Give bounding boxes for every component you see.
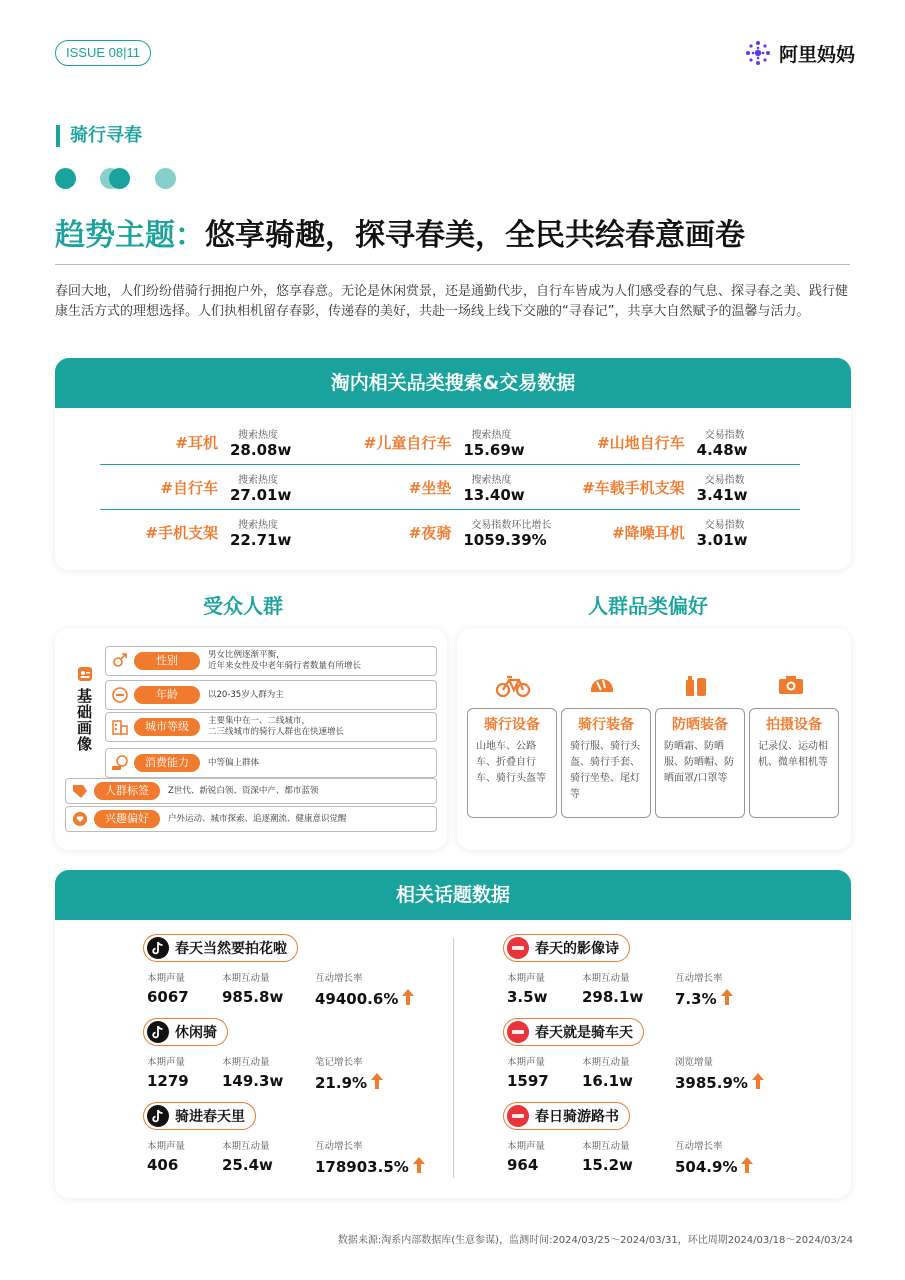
- sunscreen-icon: [683, 674, 709, 702]
- helmet-icon: [589, 674, 615, 702]
- preference-item: [655, 708, 745, 818]
- divider: [55, 264, 850, 265]
- topic-stat: [315, 970, 425, 1010]
- metric: [230, 426, 291, 459]
- topic-stat-value: [147, 1156, 222, 1174]
- topic-stat-number: 49400.6%: [315, 990, 399, 1008]
- audience-pill: 人群标签: [94, 782, 160, 800]
- audience-desc: [168, 814, 347, 825]
- tiktok-icon: [147, 937, 169, 959]
- audience-desc: [208, 758, 259, 769]
- page-title: [55, 210, 745, 254]
- category-tag: #自行车: [160, 478, 218, 497]
- topic-name: 春日骑游路书: [535, 1109, 619, 1125]
- topic-stat-value: [147, 988, 222, 1006]
- preference-item: [749, 708, 839, 818]
- audience-item: [105, 646, 437, 676]
- topic-stat-label: 本期声量: [507, 1057, 546, 1068]
- camera-icon: [777, 674, 805, 700]
- topic-item: [143, 1018, 425, 1094]
- metric-label: 搜索热度: [238, 520, 278, 531]
- metric: [697, 471, 748, 504]
- up-arrow-icon: [740, 1156, 754, 1178]
- search-data-title: 淘内相关品类搜索&交易数据: [55, 358, 851, 408]
- age-icon: [106, 682, 134, 708]
- topic-stats: [143, 970, 425, 1010]
- topic-stat: [147, 1138, 222, 1178]
- audience-desc: [208, 690, 284, 701]
- metric-label: 交易指数环比增长: [471, 520, 552, 531]
- metric: [230, 516, 291, 549]
- topic-stat-value: [582, 1072, 675, 1090]
- topic-stat-value: [507, 988, 582, 1006]
- audience-item: [65, 806, 437, 832]
- topic-stat-label: 本期声量: [507, 1141, 546, 1152]
- topic-name: 春天的影像诗: [535, 941, 619, 957]
- search-data-cell: [567, 516, 800, 549]
- topic-stat-label: 本期互动量: [582, 1141, 630, 1152]
- preference-title: 人群品类偏好: [588, 594, 708, 618]
- topic-name: 骑进春天里: [175, 1109, 245, 1125]
- search-data-row: [100, 465, 800, 510]
- data-source-footer: 数据来源:淘系内部数据库(生意参谋)，监测时间:2024/03/25～2024/03/31，环比周期2024/03/18～2024/03/24: [337, 1235, 853, 1246]
- topic-stats: [143, 1138, 425, 1178]
- topic-stats: [503, 1054, 785, 1094]
- topic-stat-label: 浏览增量: [675, 1057, 714, 1068]
- audience-desc-line: 以20-35岁人群为主: [208, 689, 284, 700]
- topic-stats: [143, 1054, 425, 1094]
- search-data-cell: [100, 426, 333, 459]
- topic-stat-value: [222, 1072, 315, 1090]
- metric-value: 3.41w: [696, 485, 748, 504]
- intro-paragraph: 春回大地，人们纷纷借骑行拥抱户外，悠享春意。无论是休闲赏景，还是通勤代步，自行车皆成为人们感受春的气息、探寻春之美、践行健康生活方式的理想选择。人们执相机留存春影，传递春的美好，共赴一场线上线下交融的“寻春记”，共享大自然赋予的温馨与活力。: [55, 284, 849, 319]
- basic-portrait-label: 基础画像: [77, 687, 93, 753]
- preference-item-title: 拍摄设备: [766, 717, 822, 733]
- xiaohongshu-icon: [507, 1021, 529, 1043]
- search-data-cell: [333, 516, 566, 549]
- category-tag: #山地自行车: [597, 433, 685, 452]
- topic-stat-label: 本期互动量: [582, 973, 630, 984]
- category-tag: #坐垫: [408, 478, 452, 497]
- topic-name: 休闲骑: [175, 1025, 217, 1041]
- topic-stat-number: 16.1w: [582, 1072, 633, 1090]
- metric: [463, 426, 524, 459]
- search-data-cell: [333, 471, 566, 504]
- preference-card: [457, 628, 851, 850]
- topic-stat-value: [675, 1156, 785, 1178]
- topic-stat-number: 3985.9%: [675, 1074, 748, 1092]
- topic-title: [503, 1102, 630, 1130]
- metric-value: 22.71w: [230, 531, 292, 549]
- topic-title: [143, 934, 298, 962]
- portrait-icon: [77, 666, 93, 682]
- topic-stat-value: [675, 988, 785, 1010]
- city-icon: [106, 714, 134, 740]
- topic-stat: [582, 970, 675, 1010]
- audience-desc: [208, 716, 344, 738]
- topic-stat-label: 互动增长率: [315, 973, 363, 984]
- topic-stat: [507, 1138, 582, 1178]
- topics-title: 相关话题数据: [55, 870, 851, 920]
- search-data-row: [100, 420, 800, 465]
- metric-label: 交易指数: [704, 429, 745, 441]
- topic-stat-label: 本期互动量: [222, 1057, 270, 1068]
- category-tag: #儿童自行车: [363, 433, 452, 452]
- topic-stat-number: 25.4w: [222, 1156, 273, 1174]
- search-data-cell: [567, 426, 800, 459]
- topic-title: [143, 1102, 256, 1130]
- audience-desc-line: 男女比例逐渐平衡，: [208, 650, 285, 660]
- topic-stat-value: [675, 1072, 785, 1094]
- metric-value: 15.69w: [463, 440, 525, 459]
- metric-value: 1059.39%: [463, 531, 547, 549]
- topic-stat-value: [315, 988, 425, 1010]
- topic-stat: [315, 1138, 425, 1178]
- metric-label: 交易指数: [704, 520, 745, 531]
- audience-item: [105, 680, 437, 710]
- metric-label: 搜索热度: [238, 429, 278, 441]
- topic-stat-label: 本期声量: [507, 973, 546, 984]
- audience-desc-line: 主要集中在一、二线城市，: [208, 716, 311, 726]
- topics-divider: [453, 938, 454, 1178]
- metric: [230, 471, 291, 504]
- preference-item-title: 骑行装备: [578, 717, 634, 733]
- preference-item-desc: 骑行服、骑行头盔、骑行手套、骑行坐垫、尾灯等: [570, 741, 640, 800]
- topic-item: [143, 934, 425, 1010]
- topic-stat-label: 互动增长率: [675, 973, 723, 984]
- topic-stat-number: 6067: [147, 988, 189, 1006]
- preference-item-title: 防晒装备: [672, 717, 728, 733]
- title-highlight: 趋势主题：: [55, 218, 205, 253]
- topic-stat-label: 互动增长率: [315, 1141, 363, 1152]
- tiktok-icon: [147, 1021, 169, 1043]
- topic-stat-value: [507, 1072, 582, 1090]
- metric-label: 搜索热度: [471, 474, 512, 486]
- topic-name: 春天当然要拍花啦: [175, 941, 287, 957]
- up-arrow-icon: [720, 988, 734, 1010]
- topic-stat-number: 504.9%: [675, 1158, 738, 1176]
- audience-pill: 城市等级: [134, 718, 200, 736]
- category-tag: #夜骑: [408, 524, 452, 542]
- metric-value: 3.01w: [696, 531, 748, 549]
- topic-stat-value: [507, 1156, 582, 1174]
- preference-item: [467, 708, 557, 818]
- brand-name: 阿里妈妈: [778, 43, 855, 66]
- category-tag: #耳机: [175, 433, 218, 452]
- topic-stat: [507, 1054, 582, 1094]
- topic-stat: [222, 970, 315, 1010]
- search-data-cell: [333, 426, 566, 459]
- search-data-cell: [100, 516, 333, 549]
- preference-item-desc: 山地车、公路车、折叠自行车、骑行头盔等: [476, 741, 546, 784]
- topic-stats: [503, 970, 785, 1010]
- topic-stat-number: 178903.5%: [315, 1158, 409, 1176]
- metric: [697, 426, 748, 459]
- topic-stats: [503, 1138, 785, 1178]
- metric-label: 交易指数: [704, 474, 745, 486]
- topic-stat-value: [315, 1072, 425, 1094]
- audience-desc-line: 户外运动、城市探索、追逐潮流、健康意识觉醒: [168, 813, 347, 824]
- audience-desc-line: 中等偏上群体: [208, 757, 260, 768]
- search-data-card: [55, 358, 851, 570]
- topic-item: [503, 1018, 785, 1094]
- topic-stat: [675, 1138, 785, 1178]
- preference-item: [561, 708, 651, 818]
- audience-desc-line: 近年来女性及中老年骑行者数量有所增长: [208, 661, 362, 671]
- tag-icon: [66, 778, 94, 804]
- metric-label: 搜索热度: [238, 474, 278, 486]
- topic-stat-value: [582, 988, 675, 1006]
- topic-item: [503, 934, 785, 1010]
- topic-title: [503, 1018, 644, 1046]
- up-arrow-icon: [751, 1072, 765, 1094]
- search-data-cell: [100, 471, 333, 504]
- up-arrow-icon: [401, 988, 415, 1010]
- metric: [463, 471, 524, 504]
- topic-stat: [675, 970, 785, 1010]
- alimama-logo-icon: [743, 38, 773, 68]
- section-tag: 骑行寻春: [56, 125, 142, 147]
- topic-stat-number: 3.5w: [507, 988, 548, 1006]
- metric-value: 27.01w: [230, 485, 292, 504]
- audience-desc: [208, 650, 361, 672]
- search-data-grid: [100, 420, 800, 555]
- issue-badge: ISSUE 08|11: [55, 40, 151, 66]
- preference-item-title: 骑行设备: [484, 717, 540, 733]
- topic-stat-value: [582, 1156, 675, 1174]
- category-tag: #降噪耳机: [612, 524, 685, 542]
- audience-title: 受众人群: [203, 594, 283, 618]
- up-arrow-icon: [412, 1156, 426, 1178]
- topic-stat-label: 本期互动量: [222, 1141, 270, 1152]
- metric: [697, 516, 748, 549]
- topic-stat-number: 7.3%: [675, 990, 717, 1008]
- topic-stat-number: 15.2w: [582, 1156, 633, 1174]
- topics-card: [55, 870, 851, 1198]
- topic-stat-number: 298.1w: [582, 988, 644, 1006]
- up-arrow-icon: [370, 1072, 384, 1094]
- category-tag: #车载手机支架: [582, 478, 685, 497]
- topic-stat-label: 互动增长率: [675, 1141, 723, 1152]
- topic-stat-label: 本期声量: [147, 973, 186, 984]
- heart-icon: [66, 806, 94, 832]
- topic-stat-label: 本期互动量: [222, 973, 270, 984]
- audience-desc: [168, 786, 318, 797]
- topic-stat: [147, 970, 222, 1010]
- metric-value: 28.08w: [230, 440, 292, 459]
- audience-desc-line: Z世代、新锐白领、资深中产、都市蓝领: [168, 785, 319, 796]
- audience-item: [105, 712, 437, 742]
- topic-name: 春天就是骑车天: [535, 1025, 633, 1041]
- audience-pill: 消费能力: [134, 754, 200, 772]
- topic-stat: [222, 1054, 315, 1094]
- audience-pill: 兴趣偏好: [94, 810, 160, 828]
- topic-stat-value: [222, 1156, 315, 1174]
- audience-item: [65, 778, 437, 804]
- topic-title: [503, 934, 630, 962]
- topic-stat: [582, 1054, 675, 1094]
- preference-item-desc: 记录仪、运动相机、微单相机等: [758, 741, 828, 768]
- title-text: 悠享骑趣，探寻春美，全民共绘春意画卷: [205, 218, 745, 253]
- audience-item: [105, 748, 437, 778]
- topic-stat: [507, 970, 582, 1010]
- metric-value: 4.48w: [696, 440, 748, 459]
- topic-stat-value: [222, 988, 315, 1006]
- xiaohongshu-icon: [507, 937, 529, 959]
- gender-icon: [106, 648, 134, 674]
- money-icon: [106, 750, 134, 776]
- search-data-cell: [567, 471, 800, 504]
- metric-value: 13.40w: [463, 485, 525, 504]
- bicycle-icon: [495, 674, 531, 702]
- audience-pill: 年龄: [134, 686, 200, 704]
- topic-stat-number: 406: [147, 1156, 179, 1174]
- brand-logo: [743, 38, 855, 68]
- search-data-row: [100, 510, 800, 555]
- metric-label: 搜索热度: [471, 429, 512, 441]
- preference-item-desc: 防晒霜、防晒服、防晒帽、防晒面罩/口罩等: [664, 741, 734, 784]
- category-tag: #手机支架: [145, 524, 218, 542]
- audience-desc-line: 二三线城市的骑行人群也在快速增长: [208, 727, 345, 737]
- topic-stat: [147, 1054, 222, 1094]
- topic-stat-label: 本期互动量: [582, 1057, 630, 1068]
- topic-item: [503, 1102, 785, 1178]
- topic-item: [143, 1102, 425, 1178]
- topic-stat: [315, 1054, 425, 1094]
- topic-stat-number: 985.8w: [222, 988, 284, 1006]
- topic-stat-number: 149.3w: [222, 1072, 284, 1090]
- decorative-dots: [55, 168, 185, 192]
- topic-stat-label: 本期声量: [147, 1141, 186, 1152]
- topic-stat: [582, 1138, 675, 1178]
- topic-stat-value: [315, 1156, 425, 1178]
- topic-stat-number: 1279: [147, 1072, 189, 1090]
- metric: [463, 516, 551, 549]
- audience-card: [55, 628, 447, 850]
- topic-stat-number: 21.9%: [315, 1074, 368, 1092]
- topic-stat: [675, 1054, 785, 1094]
- topic-stat-value: [147, 1072, 222, 1090]
- audience-pill: 性别: [134, 652, 200, 670]
- topic-title: [143, 1018, 228, 1046]
- topic-stat: [222, 1138, 315, 1178]
- topic-stat-number: 964: [507, 1156, 539, 1174]
- xiaohongshu-icon: [507, 1105, 529, 1127]
- topic-stat-label: 本期声量: [147, 1057, 186, 1068]
- topic-stat-label: 笔记增长率: [315, 1057, 363, 1068]
- topic-stat-number: 1597: [507, 1072, 549, 1090]
- tiktok-icon: [147, 1105, 169, 1127]
